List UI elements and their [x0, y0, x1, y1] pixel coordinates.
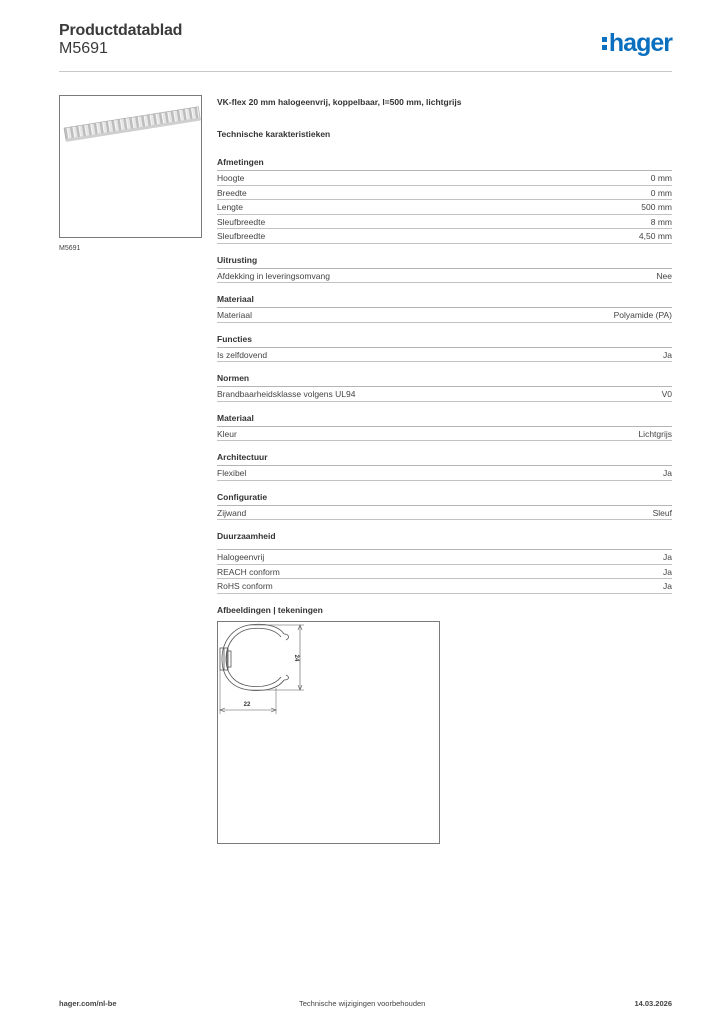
spec-value: Lichtgrijs: [638, 428, 672, 439]
section-normen: [217, 373, 672, 402]
spec-value: 8 mm: [650, 216, 672, 227]
spec-value: V0: [661, 389, 672, 399]
spec-value: Ja: [663, 552, 672, 562]
spec-label: Flexibel: [217, 468, 247, 478]
spec-row: [217, 550, 672, 565]
drawings-title: Afbeeldingen | tekeningen: [217, 604, 323, 615]
section-afmetingen: [217, 157, 672, 244]
spec-row: [217, 348, 672, 363]
header-divider: [59, 71, 672, 72]
dimension-height-label: 24: [293, 654, 299, 661]
spec-row: [217, 200, 672, 215]
tech-heading: Technische karakteristieken: [217, 129, 331, 139]
section-title: Architectuur: [217, 452, 672, 466]
spec-value: Sleuf: [652, 507, 672, 518]
spec-label: Breedte: [217, 187, 247, 198]
product-description: VK-flex 20 mm halogeenvrij, koppelbaar, l=500 mm, lichtgrijs: [217, 97, 462, 107]
photo-caption: M5691: [59, 245, 81, 252]
logo-text: hager: [608, 28, 672, 57]
section-duurzaamheid: [217, 531, 672, 594]
section-title: Duurzaamheid: [217, 531, 672, 550]
section-title: Functies: [217, 334, 672, 348]
hager-logo[interactable]: [602, 28, 672, 58]
section-title: Configuratie: [217, 492, 672, 506]
spec-label: REACH conform: [217, 566, 280, 577]
spec-value: 0 mm: [650, 187, 672, 198]
spec-value: 4,50 mm: [638, 231, 672, 241]
spec-label: Kleur: [217, 428, 237, 439]
logo-dots-icon: [602, 37, 607, 50]
spec-row: [217, 387, 672, 402]
section-title: Uitrusting: [217, 255, 672, 269]
spec-label: Sleufbreedte: [217, 231, 266, 241]
footer-date: 14.03.2026: [634, 999, 672, 1008]
spec-value: 500 mm: [641, 202, 672, 212]
spec-row: [217, 215, 672, 230]
section-materiaal: [217, 294, 672, 323]
spec-row: [217, 171, 672, 186]
section-materiaal-kleur: [217, 413, 672, 442]
technical-drawing: [217, 621, 440, 844]
page-title: Productdatablad: [59, 22, 183, 39]
spec-row: [217, 579, 672, 594]
spec-row: [217, 466, 672, 481]
spec-label: Halogeenvrij: [217, 552, 265, 562]
spec-row: [217, 308, 672, 323]
spec-label: Materiaal: [217, 310, 252, 320]
duct-profile-drawing-icon: [218, 622, 439, 843]
spec-value: Ja: [663, 349, 672, 360]
section-functies: [217, 334, 672, 363]
spec-row: [217, 565, 672, 580]
spec-label: Is zelfdovend: [217, 349, 268, 360]
spec-row: [217, 186, 672, 201]
spec-label: RoHS conform: [217, 581, 273, 591]
spec-row: [217, 506, 672, 521]
spec-value: Polyamide (PA): [613, 310, 672, 320]
section-title: Afmetingen: [217, 157, 672, 171]
spec-value: Nee: [656, 270, 672, 281]
dimension-width-label: 22: [243, 701, 251, 708]
spec-label: Afdekking in leveringsomvang: [217, 270, 330, 281]
section-uitrusting: [217, 255, 672, 284]
spec-content: [217, 97, 672, 844]
spec-value: Ja: [663, 566, 672, 577]
product-photo: [59, 95, 202, 238]
spec-row: [217, 269, 672, 284]
cable-duct-photo-icon: [60, 96, 201, 237]
footer-website-link[interactable]: hager.com/nl-be: [59, 999, 117, 1008]
section-title: Materiaal: [217, 294, 672, 308]
spec-label: Zijwand: [217, 507, 247, 518]
product-code: M5691: [59, 40, 108, 57]
spec-value: 0 mm: [650, 173, 672, 183]
spec-label: Lengte: [217, 202, 243, 212]
spec-row: [217, 229, 672, 244]
spec-label: Hoogte: [217, 173, 245, 183]
section-configuratie: [217, 492, 672, 521]
section-title: Normen: [217, 373, 672, 387]
spec-row: [217, 427, 672, 442]
spec-value: Ja: [663, 581, 672, 591]
spec-label: Sleufbreedte: [217, 216, 266, 227]
section-architectuur: [217, 452, 672, 481]
spec-value: Ja: [663, 468, 672, 478]
spec-label: Brandbaarheidsklasse volgens UL94: [217, 389, 356, 399]
section-title: Materiaal: [217, 413, 672, 427]
footer-disclaimer: Technische wijzigingen voorbehouden: [299, 999, 426, 1008]
